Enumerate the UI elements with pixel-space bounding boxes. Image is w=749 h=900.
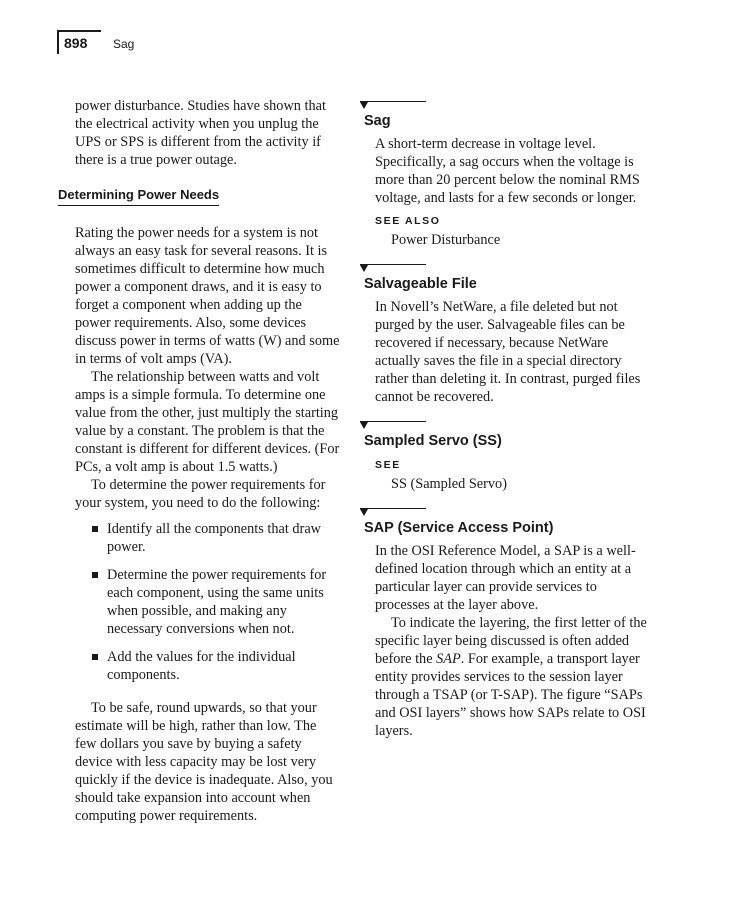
entry-marker <box>358 263 648 272</box>
entry-marker <box>358 420 648 429</box>
entry-marker <box>358 507 648 516</box>
paragraph: To be safe, round upwards, so that your estimate will be high, rather than low. The few dollars you save by buying a safety device with less capacity may be lost very quickly if the device is inadequate. Also, you should take expansion into account when computing power requirements. <box>75 700 333 824</box>
entry-definition: In the OSI Reference Model, a SAP is a well-defined location through which an entity at a particular layer can provide services to processes at the layer above. <box>375 543 636 613</box>
cross-reference: SS (Sampled Servo) <box>391 476 507 492</box>
entry-sap <box>358 507 648 740</box>
entry-definition: In Novell’s NetWare, a file deleted but not purged by the user. Salvageable files can be recovered if necessary, because NetWare actually saves the file in a special directory rather than deleting it. In contrast, purged files cannot be recovered. <box>375 299 641 405</box>
see-label: SEE <box>375 459 401 471</box>
bullet-item: Identify all the components that draw power. <box>75 520 341 556</box>
entry-paragraph: To indicate the layering, the first letter of the specific layer being discussed is often added before the SAP. For example, a transport layer entity provides services to the session layer through a TSAP (or T-SAP). The figure “SAPs and OSI layers” shows how SAPs relate to OSI layers. <box>375 615 647 739</box>
entry-title: SAP (Service Access Point) <box>364 520 554 536</box>
triangle-icon <box>360 422 368 429</box>
paragraph: To determine the power requirements for your system, you need to do the following: <box>75 477 326 511</box>
entry-salvageable-file <box>358 263 648 406</box>
bullet-item: Determine the power requirements for each component, using the same units when possible, and making any necessary conversions when not. <box>75 566 341 638</box>
section-heading: Determining Power Needs <box>58 187 219 206</box>
header-bar <box>57 30 59 54</box>
paragraph: The relationship between watts and volt amps is a simple formula. To determine one value from the other, just multiply the starting value by a constant. The problem is that the constant is different for different devices. (For PCs, a volt amp is about 1.5 watts.) <box>75 369 340 475</box>
left-column <box>58 97 341 825</box>
sap-italic: SAP <box>436 651 461 667</box>
entry-sag <box>358 100 648 249</box>
running-title: Sag <box>113 37 135 51</box>
triangle-icon <box>360 102 368 109</box>
right-column <box>358 100 648 740</box>
entry-title: Sag <box>364 113 391 129</box>
bullet-item: Add the values for the individual components. <box>75 648 341 684</box>
entry-marker <box>358 100 648 109</box>
entry-sampled-servo <box>358 420 648 493</box>
paragraph: Rating the power needs for a system is not always an easy task for several reasons. It is sometimes difficult to determine how much power a component draws, and it is easy to forget a component when adding up the power requirements. Also, some devices discuss power in terms of watts (W) and some in terms of volt amps (VA). <box>75 225 340 367</box>
page-number: 898 <box>64 35 88 51</box>
entry-title: Sampled Servo (SS) <box>364 433 502 449</box>
entry-title: Salvageable File <box>364 276 477 292</box>
triangle-icon <box>360 509 368 516</box>
intro-paragraph: power disturbance. Studies have shown that the electrical activity when you unplug the UPS or SPS is different from the activity if there is a true power outage. <box>75 98 326 168</box>
see-also-label: SEE ALSO <box>375 215 441 227</box>
header-rule <box>57 30 101 32</box>
entry-definition: A short-term decrease in voltage level. Specifically, a sag occurs when the voltage is more than 20 percent below the nominal RMS voltage, and lasts for a few seconds or longer. <box>375 136 640 206</box>
triangle-icon <box>360 265 368 272</box>
cross-reference: Power Disturbance <box>391 232 501 248</box>
bullet-list <box>75 520 341 684</box>
